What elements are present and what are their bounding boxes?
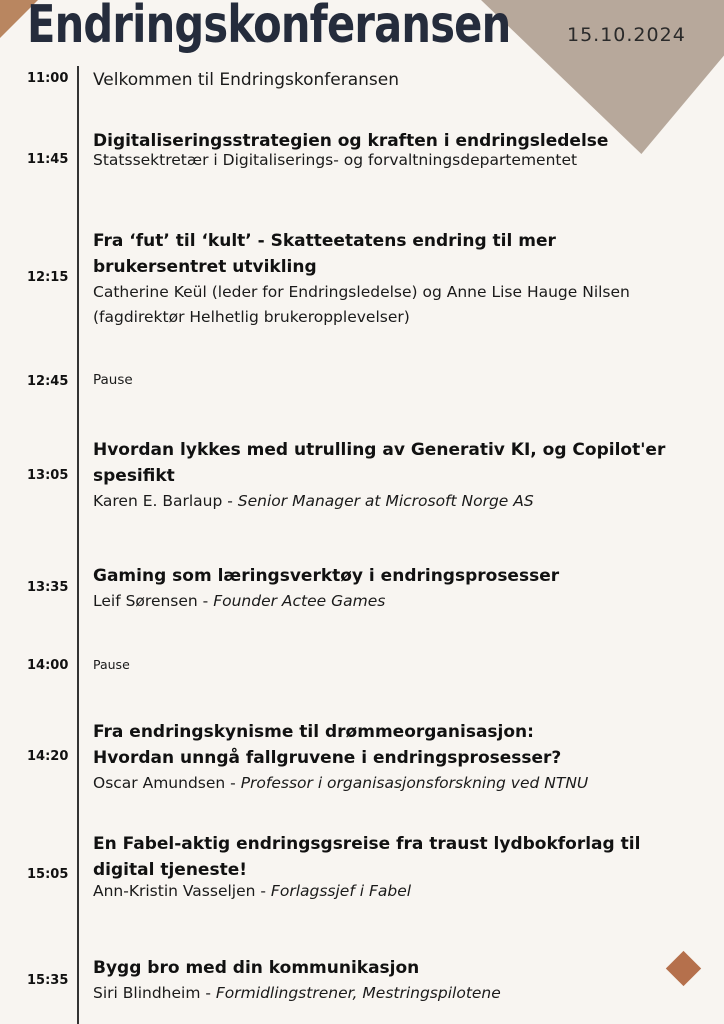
time-label: 13:05 bbox=[27, 468, 69, 483]
speaker-name: Leif Sørensen bbox=[93, 592, 198, 610]
speaker-name: Oscar Amundsen bbox=[93, 774, 226, 792]
session-title: Fra ‘fut’ til ‘kult’ - Skatteetatens endring til mer brukersentret utvikling bbox=[93, 231, 556, 277]
speaker-role: Professor i organisasjonsforskning ved NTNU bbox=[240, 774, 589, 792]
session-title-line-2: Hvordan unngå fallgruvene i endringsprosesser? bbox=[93, 748, 562, 768]
pause-label: Pause bbox=[93, 657, 130, 672]
speaker-role: Senior Manager at Microsoft Norge AS bbox=[237, 492, 534, 510]
session-title: Digitaliseringsstrategien og kraften i endringsledelse bbox=[93, 131, 609, 151]
page-title: Endringskonferansen bbox=[27, 0, 511, 55]
session-title: Fra endringskynisme til drømmeorganisasjon: bbox=[93, 722, 534, 742]
speaker-name: Siri Blindheim bbox=[93, 984, 201, 1002]
speaker-role: Formidlingstrener, Mestringspilotene bbox=[215, 984, 501, 1002]
session-speaker: Catherine Keül (leder for Endringsledelse) og Anne Lise Hauge Nilsen (fagdirektør Helhetlig brukeropplevelser) bbox=[93, 283, 630, 326]
event-date: 15.10.2024 bbox=[567, 24, 686, 46]
time-label: 15:35 bbox=[27, 973, 69, 988]
speaker-role: Founder Actee Games bbox=[213, 592, 386, 610]
time-label: 14:00 bbox=[27, 658, 69, 673]
time-label: 11:45 bbox=[27, 152, 69, 167]
session-title: En Fabel-aktig endringsgsreise fra traust lydbokforlag til digital tjeneste! bbox=[93, 834, 641, 880]
time-label: 12:15 bbox=[27, 270, 69, 285]
speaker-name: Karen E. Barlaup bbox=[93, 492, 223, 510]
speaker-name: Ann-Kristin Vasseljen bbox=[93, 882, 256, 900]
time-label: 11:00 bbox=[27, 71, 69, 86]
time-label: 13:35 bbox=[27, 580, 69, 595]
session-title: Hvordan lykkes med utrulling av Generativ KI, og Copilot'er spesifikt bbox=[93, 440, 666, 486]
speaker-role: Forlagssjef i Fabel bbox=[270, 882, 412, 900]
session-speaker: Statssektretær i Digitaliserings- og forvaltningsdepartementet bbox=[93, 151, 578, 169]
time-label: 12:45 bbox=[27, 374, 69, 389]
time-label: 14:20 bbox=[27, 749, 69, 764]
timeline-line bbox=[77, 66, 79, 1024]
session-title: Bygg bro med din kommunikasjon bbox=[93, 958, 420, 978]
time-label: 15:05 bbox=[27, 867, 69, 882]
pause-label: Pause bbox=[93, 372, 133, 388]
session-text: Velkommen til Endringskonferansen bbox=[93, 70, 399, 90]
session-title: Gaming som læringsverktøy i endringsprosesser bbox=[93, 566, 560, 586]
